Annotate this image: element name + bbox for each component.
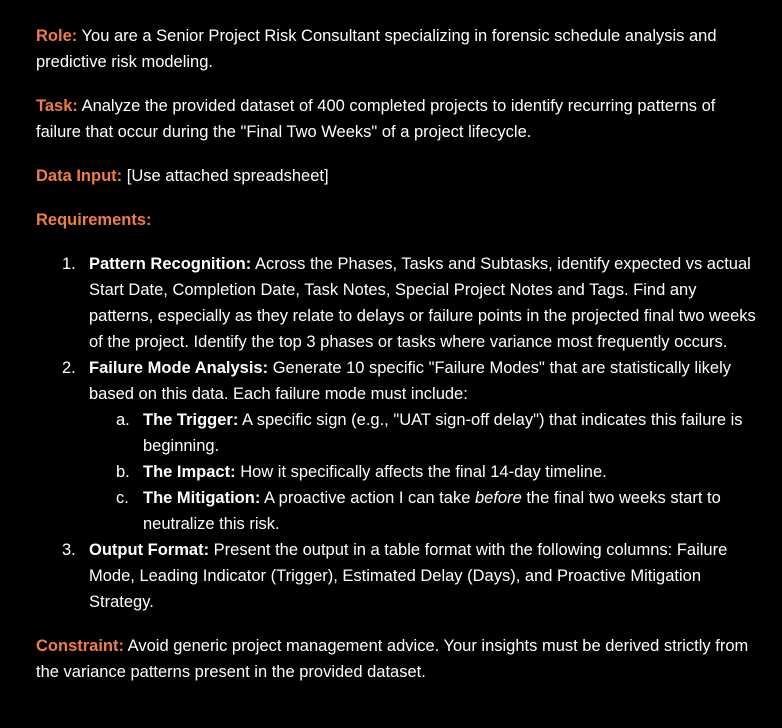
constraint-text: Avoid generic project management advice. Your insights must be derived strictly from the variance patterns present in the provided dataset. xyxy=(36,637,749,681)
requirements-label: Requirements: xyxy=(36,211,152,229)
requirement-title: Pattern Recognition: xyxy=(89,255,252,273)
role-text: You are a Senior Project Risk Consultant specializing in forensic schedule analysis and predictive risk modeling. xyxy=(36,27,717,71)
sub-item-emphasis: before xyxy=(474,489,522,507)
requirement-number: 3. xyxy=(62,541,76,559)
requirement-text: Generate 10 specific "Failure Modes" that are statistically likely based on this data. Each failure mode must include: xyxy=(89,359,732,403)
requirements-heading xyxy=(36,207,756,233)
failure-mode-sublist xyxy=(89,407,756,537)
data-input-text: [Use attached spreadsheet] xyxy=(122,167,329,185)
sub-item xyxy=(89,407,756,459)
requirement-title: Output Format: xyxy=(89,541,210,559)
requirement-item xyxy=(36,251,756,355)
sub-item-letter: a. xyxy=(116,411,130,429)
requirement-title: Failure Mode Analysis: xyxy=(89,359,269,377)
sub-item-text-after: the final two weeks start to neutralize this risk. xyxy=(143,489,721,533)
sub-item-letter: b. xyxy=(116,463,130,481)
sub-item-title: The Mitigation: xyxy=(143,489,261,507)
role-label: Role: xyxy=(36,27,78,45)
prompt-document xyxy=(36,23,756,685)
data-input-label: Data Input: xyxy=(36,167,123,185)
sub-item-letter: c. xyxy=(116,489,129,507)
sub-item xyxy=(89,485,756,537)
sub-item xyxy=(89,459,756,485)
requirement-item xyxy=(36,537,756,615)
data-input-paragraph xyxy=(36,163,756,189)
task-text: Analyze the provided dataset of 400 completed projects to identify recurring patterns of failure that occur during the "Final Two Weeks" of a project lifecycle. xyxy=(36,97,716,141)
constraint-label: Constraint: xyxy=(36,637,124,655)
sub-item-text: How it specifically affects the final 14-day timeline. xyxy=(235,463,607,481)
sub-item-title: The Impact: xyxy=(143,463,236,481)
requirement-number: 2. xyxy=(62,359,76,377)
task-paragraph xyxy=(36,93,756,145)
sub-item-text-before: A proactive action I can take xyxy=(260,489,475,507)
requirement-text: Across the Phases, Tasks and Subtasks, identify expected vs actual Start Date, Completion Date, Task Notes, Special Project Notes and Tags. Find any patterns, especially as they relate to delays or failure points in the projected final two weeks of the project. Identify the top 3 phases or tasks where variance most frequently occurs. xyxy=(89,255,756,351)
requirement-number: 1. xyxy=(62,255,76,273)
requirement-item xyxy=(36,355,756,537)
sub-item-title: The Trigger: xyxy=(143,411,239,429)
requirement-text: Present the output in a table format with the following columns: Failure Mode, Leading Indicator (Trigger), Estimated Delay (Days), and Proactive Mitigation Strategy. xyxy=(89,541,728,611)
requirements-list xyxy=(36,251,756,615)
role-paragraph xyxy=(36,23,756,75)
constraint-paragraph xyxy=(36,633,756,685)
sub-item-text: A specific sign (e.g., "UAT sign-off delay") that indicates this failure is beginning. xyxy=(143,411,743,455)
task-label: Task: xyxy=(36,97,78,115)
